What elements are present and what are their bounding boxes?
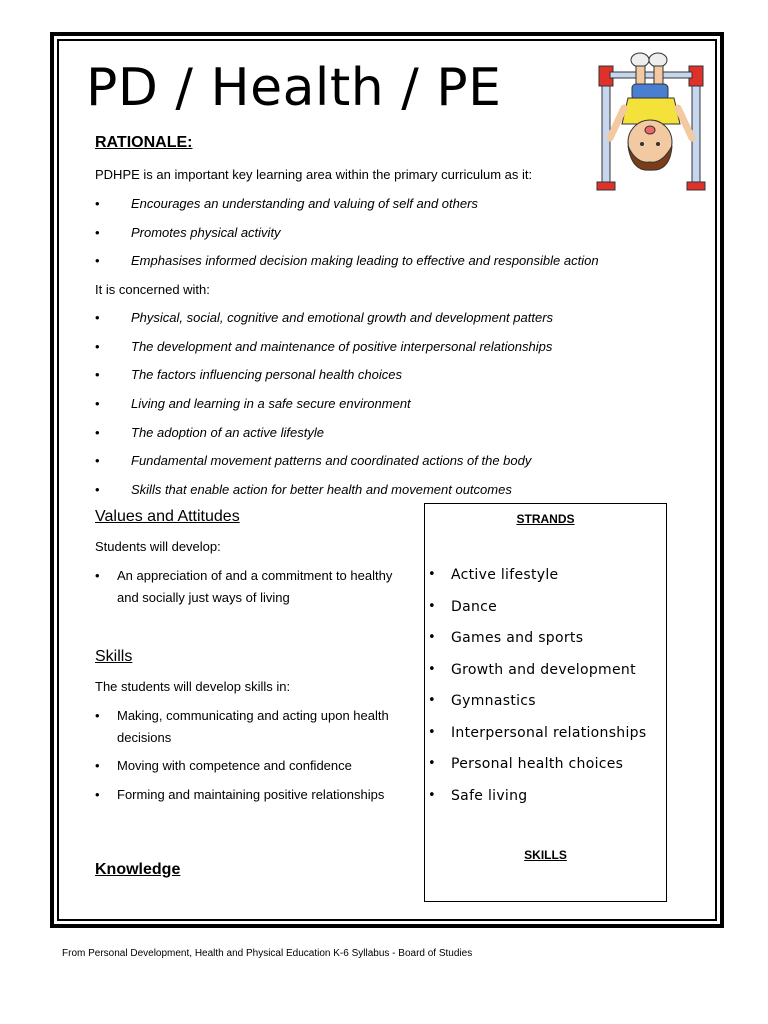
- skills-heading: Skills: [95, 648, 133, 665]
- rationale-intro: PDHPE is an important key learning area within the primary curriculum as it:: [95, 167, 533, 182]
- rationale-heading: RATIONALE:: [95, 134, 193, 151]
- bullet-icon: •: [95, 453, 100, 469]
- list-item: • The adoption of an active lifestyle: [95, 424, 324, 440]
- source-footer: From Personal Development, Health and Physical Education K-6 Syllabus - Board of Studies: [62, 948, 473, 959]
- skills-list: [95, 705, 407, 812]
- bullet-icon: •: [95, 708, 100, 723]
- list-item: • Living and learning in a safe secure environment: [95, 396, 411, 412]
- bullet-icon: •: [95, 224, 100, 240]
- bullet-icon: •: [95, 568, 100, 583]
- bullet-icon: •: [95, 758, 100, 773]
- skills-intro: The students will develop skills in:: [95, 679, 291, 694]
- skills-box-heading: SKILLS: [524, 848, 567, 862]
- list-item: • Emphasises informed decision making leading to effective and responsible action: [95, 253, 599, 269]
- bullet-icon: •: [428, 756, 436, 771]
- list-item: • Personal health choices: [428, 756, 624, 772]
- bullet-icon: •: [95, 338, 100, 354]
- list-item: • Interpersonal relationships: [428, 724, 647, 741]
- concerned-intro: It is concerned with:: [95, 282, 210, 297]
- bullet-icon: •: [95, 786, 100, 802]
- list-item: • The factors influencing personal health choices: [95, 367, 402, 383]
- list-item: • Forming and maintaining positive relationships: [95, 784, 407, 806]
- list-item: • Moving with competence and confidence: [95, 755, 407, 777]
- knowledge-heading: Knowledge: [95, 861, 181, 878]
- bullet-icon: •: [428, 787, 436, 803]
- strands-box: [424, 503, 667, 902]
- bullet-icon: •: [428, 724, 436, 740]
- list-item: • Physical, social, cognitive and emotional growth and development patters: [95, 310, 554, 325]
- bullet-icon: •: [95, 196, 100, 211]
- list-item: • Dance: [428, 598, 498, 615]
- bullet-icon: •: [95, 253, 100, 269]
- list-item: • Safe living: [428, 787, 528, 804]
- list-item: • Making, communicating and acting upon health decisions: [95, 705, 407, 748]
- bullet-icon: •: [428, 598, 436, 614]
- bullet-icon: •: [95, 396, 100, 412]
- bullet-icon: •: [428, 693, 436, 708]
- list-item: • Games and sports: [428, 630, 584, 646]
- bullet-icon: •: [428, 630, 436, 645]
- list-item: • Growth and development: [428, 661, 636, 678]
- concerned-list: [95, 310, 553, 511]
- list-item: • Skills that enable action for better health and movement outcomes: [95, 482, 512, 498]
- list-item: • The development and maintenance of positive interpersonal relationships: [95, 338, 553, 354]
- values-heading: Values and Attitudes: [95, 508, 240, 525]
- values-intro: Students will develop:: [95, 539, 221, 554]
- strands-list: [425, 566, 646, 818]
- bullet-icon: •: [428, 567, 436, 582]
- bullet-icon: •: [95, 424, 100, 440]
- list-item: • Fundamental movement patterns and coordinated actions of the body: [95, 453, 532, 469]
- list-item: • Promotes physical activity: [95, 224, 281, 240]
- bullet-icon: •: [95, 310, 100, 325]
- list-item: • Active lifestyle: [428, 567, 559, 583]
- list-item: • An appreciation of and a commitment to healthy and socially just ways of living: [95, 565, 407, 608]
- page-title: PD / Health / PE: [86, 58, 502, 118]
- list-item: • Encourages an understanding and valuing of self and others: [95, 196, 478, 211]
- rationale-list: [95, 196, 599, 282]
- bullet-icon: •: [95, 482, 100, 498]
- child-hanging-bar-illustration: [592, 48, 712, 198]
- bullet-icon: •: [95, 367, 100, 383]
- list-item: • Gymnastics: [428, 693, 536, 709]
- bullet-icon: •: [428, 661, 436, 677]
- values-list: [95, 565, 407, 615]
- strands-heading: STRANDS: [516, 512, 575, 526]
